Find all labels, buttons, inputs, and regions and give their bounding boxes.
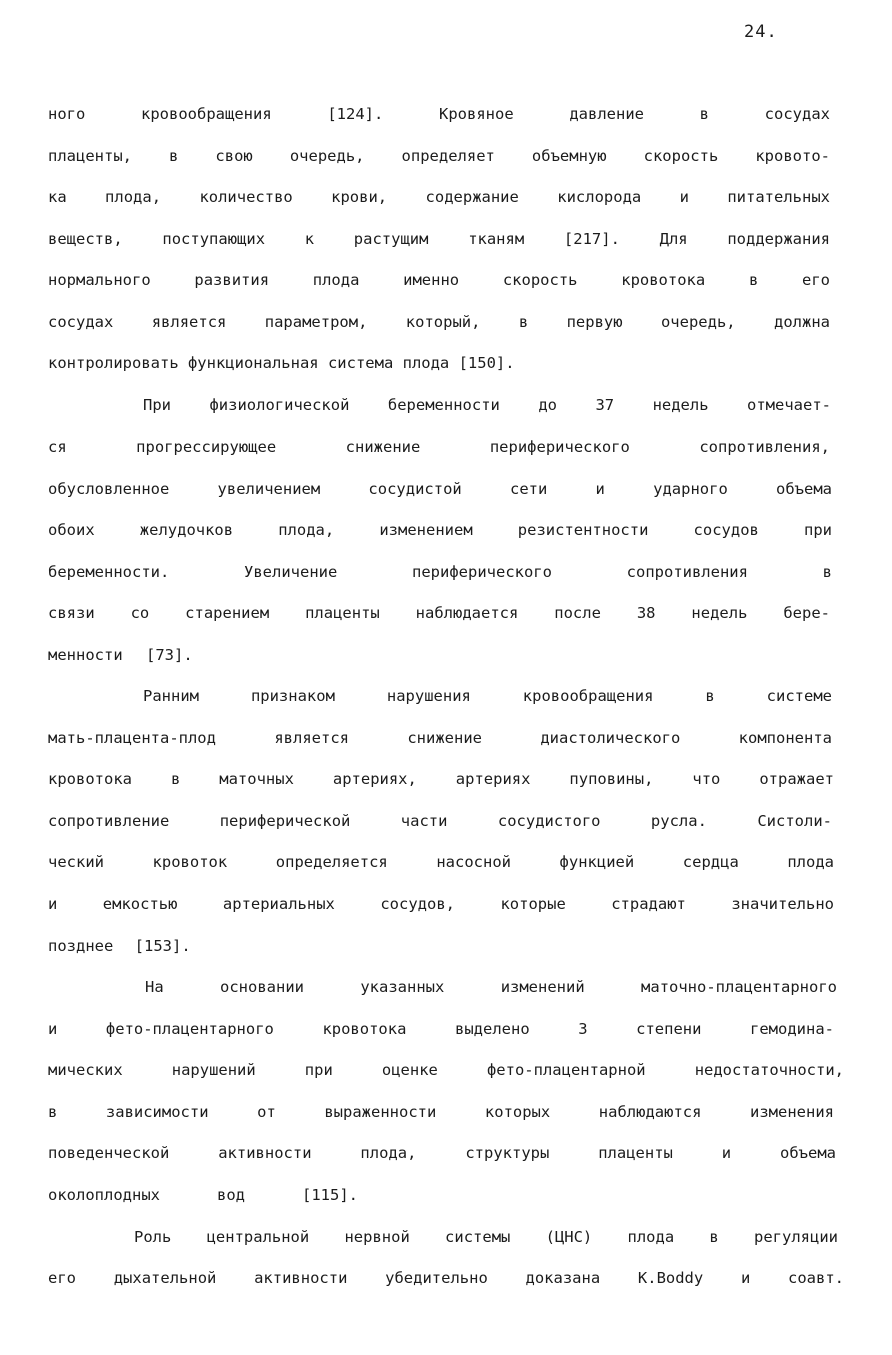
text-line: плаценты, в свою очередь, определяет объемную скорость кровото- bbox=[48, 147, 830, 165]
text-line: в зависимости от выраженности которых наблюдаются изменения bbox=[48, 1103, 834, 1121]
text-line: ческий кровоток определяется насосной функцией сердца плода bbox=[48, 853, 834, 871]
text-line: беременности. Увеличение периферического сопротивления в bbox=[48, 563, 832, 581]
text-line: ного кровообращения [124]. Кровяное давление в сосудах bbox=[48, 105, 830, 123]
text-line: мать-плацента-плод является снижение диастолического компонента bbox=[48, 729, 832, 747]
text-line: Ранним признаком нарушения кровообращения в системе bbox=[143, 687, 832, 705]
text-line: связи со старением плаценты наблюдается после 38 недель бере- bbox=[48, 604, 830, 622]
text-line: веществ, поступающих к растущим тканям [217]. Для поддержания bbox=[48, 230, 830, 248]
text-line: позднее [153]. bbox=[48, 937, 191, 955]
text-line: На основании указанных изменений маточно-плацентарного bbox=[145, 978, 837, 996]
text-line: сосудах является параметром, который, в первую очередь, должна bbox=[48, 313, 830, 331]
text-line: При физиологической беременности до 37 недель отмечает- bbox=[143, 396, 831, 414]
text-line: ка плода, количество крови, содержание кислорода и питательных bbox=[48, 188, 830, 206]
page-number: 24. bbox=[744, 22, 778, 42]
text-line: его дыхательной активности убедительно доказана K.Boddy и соавт. bbox=[48, 1269, 844, 1287]
text-line: сопротивление периферической части сосудистого русла. Систоли- bbox=[48, 812, 832, 830]
text-line: мических нарушений при оценке фето-плацентарной недостаточности, bbox=[48, 1061, 844, 1079]
text-line: менности [73]. bbox=[48, 646, 193, 664]
text-line: Роль центральной нервной системы (ЦНС) плода в регуляции bbox=[134, 1228, 838, 1246]
text-line: обоих желудочков плода, изменением резистентности сосудов при bbox=[48, 521, 832, 539]
text-line: и фето-плацентарного кровотока выделено 3 степени гемодина- bbox=[48, 1020, 834, 1038]
text-line: обусловленное увеличением сосудистой сети и ударного объема bbox=[48, 480, 832, 498]
text-line: нормального развития плода именно скорость кровотока в его bbox=[48, 271, 830, 289]
text-line: контролировать функциональная система плода [150]. bbox=[48, 354, 515, 372]
text-line: кровотока в маточных артериях, артериях пуповины, что отражает bbox=[48, 770, 834, 788]
text-line: поведенческой активности плода, структуры плаценты и объема bbox=[48, 1144, 836, 1162]
text-line: околоплодных вод [115]. bbox=[48, 1186, 358, 1204]
text-line: ся прогрессирующее снижение периферического сопротивления, bbox=[48, 438, 830, 456]
text-line: и емкостью артериальных сосудов, которые страдают значительно bbox=[48, 895, 834, 913]
